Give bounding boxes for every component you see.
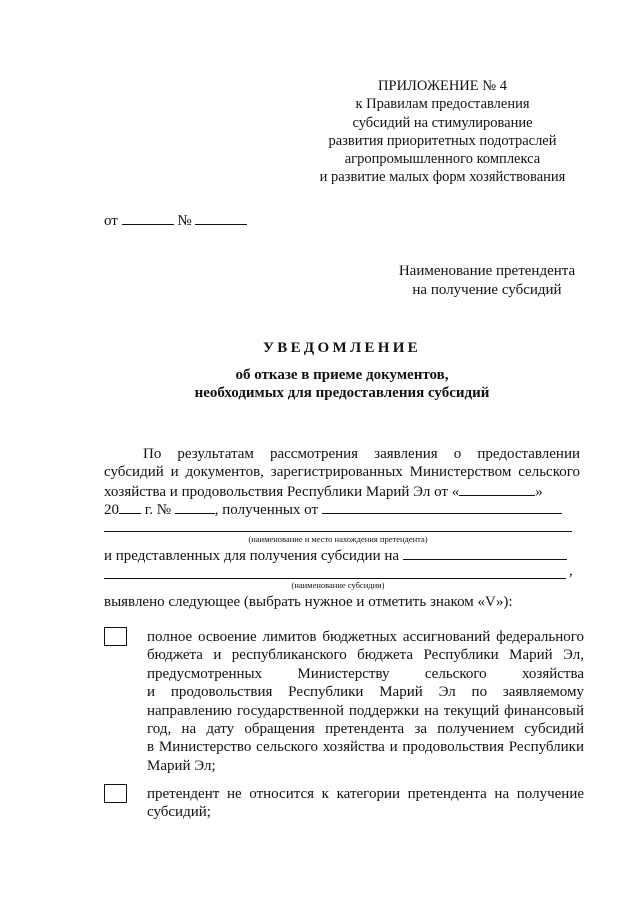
recipient-line: на получение субсидий <box>412 282 562 298</box>
application-date-field[interactable] <box>459 482 535 496</box>
body-line-6 <box>104 546 580 565</box>
applicant-line[interactable] <box>104 531 572 532</box>
appendix-line: и развитие малых форм хозяйствования <box>319 169 566 186</box>
option-2-checkbox[interactable] <box>104 784 127 803</box>
subtitle-line: необходимых для предоставления субсидий <box>194 385 490 401</box>
appendix-line: субсидий на стимулирование <box>352 114 533 131</box>
appendix-line: к Правилам предоставления <box>355 96 530 113</box>
option-line: полное освоение лимитов бюджетных ассигнований федерального <box>147 629 584 645</box>
option-line: Марий Эл; <box>147 757 216 774</box>
recipient-line: Наименование претендента <box>398 263 576 279</box>
option-line: претендент не относится к категории претендента на получение <box>147 786 584 802</box>
option-line: и продовольствия Республики Марий Эл по заявляемому <box>147 684 584 701</box>
from-label: от <box>104 213 118 229</box>
caption-applicant: (наименование и место нахождения претендента) <box>248 534 428 544</box>
document-subtitle <box>104 366 580 402</box>
option-line: субсидий; <box>147 804 211 821</box>
subtitle-line: об отказе в приеме документов, <box>235 367 449 383</box>
application-number-field[interactable] <box>175 500 215 514</box>
option-line: в Министерство сельского хозяйства и продовольствия Республики <box>147 739 584 756</box>
year-field[interactable] <box>119 500 141 514</box>
option-2-text <box>147 785 584 822</box>
appendix-header <box>300 77 585 187</box>
subsidy-field[interactable] <box>403 546 567 560</box>
option-line: бюджета и республиканского бюджета Республики Марий Эл, <box>147 647 584 664</box>
appendix-line: агропромышленного комплекса <box>344 151 541 168</box>
quote-close: » <box>535 484 543 500</box>
body-line-8: выявлено следующее (выбрать нужное и отметить знаком «V»): <box>104 594 513 610</box>
body-line-4 <box>104 500 580 519</box>
body-line-3-text: хозяйства и продовольствия Республики Марий Эл от « <box>104 484 460 500</box>
body-line-6-text: и представленных для получения субсидии на <box>104 548 400 564</box>
year-prefix: 20 <box>104 502 119 518</box>
date-field[interactable] <box>122 211 174 225</box>
recipient-block <box>392 262 582 300</box>
year-suffix: г. № <box>144 502 172 518</box>
caption-subsidy: (наименование субсидии) <box>291 580 385 590</box>
body-line-3 <box>104 482 580 501</box>
number-field[interactable] <box>195 211 247 225</box>
appendix-title: ПРИЛОЖЕНИЕ № 4 <box>378 78 507 94</box>
number-label: № <box>177 213 192 229</box>
document-title: УВЕДОМЛЕНИЕ <box>263 340 421 356</box>
body-line-1: По результатам рассмотрения заявления о предоставлении <box>143 446 580 462</box>
comma: , <box>569 563 573 579</box>
subsidy-line[interactable] <box>104 578 566 579</box>
applicant-field[interactable] <box>322 500 562 514</box>
option-line: год, на дату обращения претендента за получением субсидий <box>147 721 584 738</box>
registration-line <box>104 211 247 230</box>
body-line-2: субсидий и документов, зарегистрированных Министерством сельского <box>104 464 580 480</box>
received-from-text: , полученных от <box>214 502 319 518</box>
appendix-line: развития приоритетных подотраслей <box>328 132 557 149</box>
option-1-text <box>147 628 584 775</box>
option-line: предусмотренных Министерству сельского хозяйства <box>147 665 584 682</box>
option-line: направлению государственной поддержки на текущий финансовый <box>147 702 584 719</box>
option-1-checkbox[interactable] <box>104 627 127 646</box>
